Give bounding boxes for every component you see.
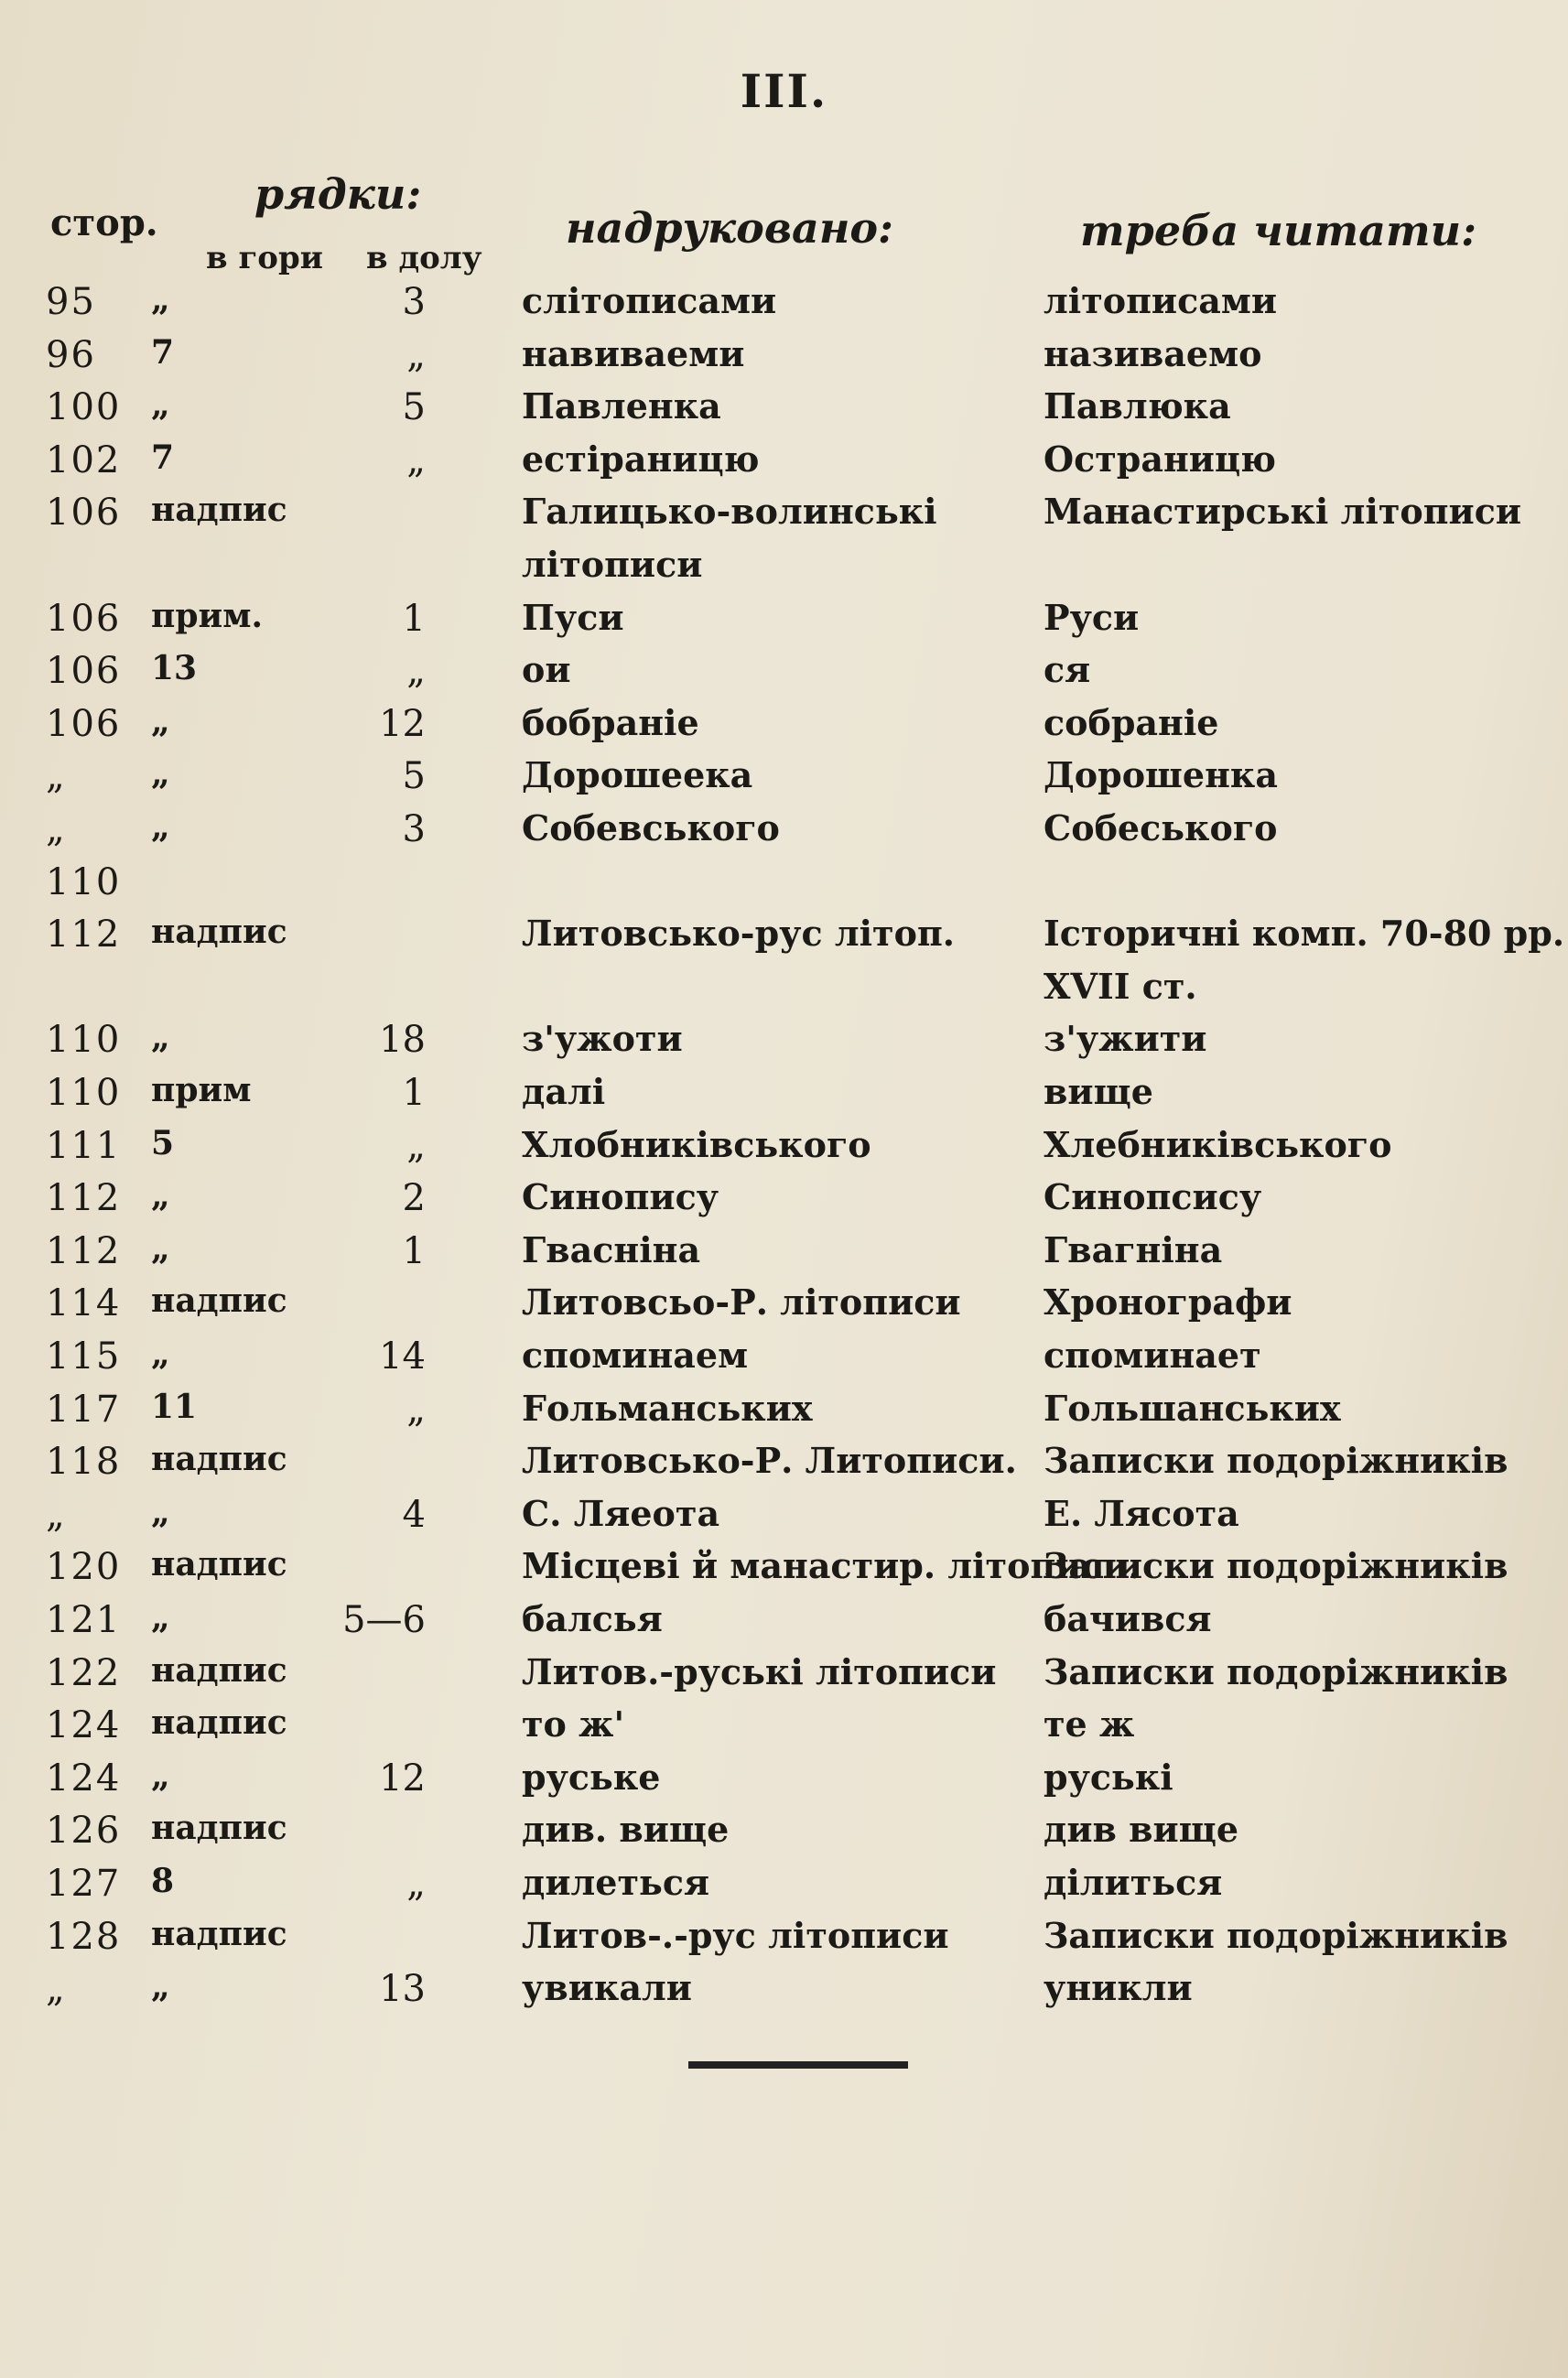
table-row xyxy=(0,1073,1568,1126)
top-line-cell: „ xyxy=(151,1492,170,1531)
page-cell: „ xyxy=(46,1493,67,1536)
correct-reading-cell: Записки подорiжників xyxy=(1044,1545,1509,1587)
top-line-cell: „ xyxy=(151,807,170,846)
page-cell: 102 xyxy=(46,438,122,481)
correct-reading-cell: Гвагніна xyxy=(1044,1228,1223,1270)
top-line-cell: „ xyxy=(151,280,170,319)
table-row xyxy=(0,1600,1568,1653)
table-row xyxy=(0,440,1568,493)
printed-cell: Литовсько-Р. Литописи. xyxy=(522,1440,1017,1482)
top-line-cell: надпис xyxy=(151,1281,287,1321)
bottom-line-cell: 1 xyxy=(402,1072,426,1114)
correct-reading-cell: уникли xyxy=(1044,1967,1193,2009)
printed-cell: увикали xyxy=(522,1967,692,2009)
bottom-line-cell: 4 xyxy=(402,1493,426,1536)
bottom-line-cell: 1 xyxy=(402,597,426,640)
page-cell: 121 xyxy=(46,1599,122,1641)
bottom-line-cell: „ xyxy=(406,650,426,693)
bottom-line-cell: 12 xyxy=(379,1756,426,1800)
top-line-cell: надпис xyxy=(151,1914,287,1953)
bottom-line-cell: 2 xyxy=(402,1177,426,1220)
bottom-line-cell: 5 xyxy=(402,386,426,429)
correct-reading-cell: XVII ст. xyxy=(1044,965,1197,1007)
bottom-line-cell: 5 xyxy=(402,755,426,798)
printed-cell: С. Ляеота xyxy=(522,1492,720,1534)
top-line-cell: 7 xyxy=(151,438,175,477)
correct-reading-cell: Руси xyxy=(1044,596,1140,638)
top-line-cell: надпис xyxy=(151,1545,287,1584)
printed-cell: дилеться xyxy=(522,1862,710,1903)
bottom-line-cell: 1 xyxy=(402,1229,426,1272)
page-cell: 112 xyxy=(46,1177,122,1220)
page-cell: 115 xyxy=(46,1335,122,1378)
bottom-line-cell: 5—6 xyxy=(342,1599,426,1641)
correct-reading-cell: Собеського xyxy=(1044,807,1278,849)
printed-cell: Галицько-волинські xyxy=(522,491,937,533)
printed-cell: з'ужоти xyxy=(522,1018,683,1060)
printed-cell: то ж' xyxy=(522,1703,625,1746)
printed-cell: Гваснінa xyxy=(522,1228,701,1270)
correct-reading-cell: літописами xyxy=(1044,280,1278,321)
table-row xyxy=(0,1228,1568,1284)
printed-cell: літописи xyxy=(522,544,703,585)
top-line-cell: надпис xyxy=(151,1809,287,1848)
table-row xyxy=(0,1811,1568,1864)
table-row xyxy=(0,387,1568,440)
printed-cell: Пуси xyxy=(522,596,624,638)
correct-reading-cell: Записки подорiжників xyxy=(1044,1914,1509,1956)
table-row xyxy=(0,596,1568,652)
read-column-label: треба читати: xyxy=(1080,206,1477,255)
top-line-cell: надпис xyxy=(151,491,287,530)
correct-reading-cell: ся xyxy=(1044,649,1091,691)
bottom-line-cell: „ xyxy=(406,1863,426,1905)
table-row xyxy=(0,914,1568,967)
page-cell: 118 xyxy=(46,1441,122,1484)
page-cell: 122 xyxy=(46,1651,122,1694)
top-line-cell: „ xyxy=(151,385,170,425)
table-row xyxy=(0,1914,1568,1970)
correct-reading-cell: Гольшанських xyxy=(1044,1387,1341,1429)
printed-cell: Павленка xyxy=(522,385,721,427)
top-line-cell: надпис xyxy=(151,913,287,952)
printed-cell: естіраницю xyxy=(522,438,760,480)
table-row xyxy=(0,1758,1568,1811)
printed-cell: Литов.-руськi літописи xyxy=(522,1650,997,1692)
correct-reading-cell: собраніе xyxy=(1044,701,1219,743)
bottom-line-cell: 14 xyxy=(379,1335,426,1378)
table-row xyxy=(0,1650,1568,1706)
table-row xyxy=(0,967,1568,1021)
page-cell: 126 xyxy=(46,1810,122,1853)
printed-cell: Литовсько-рус літоп. xyxy=(522,913,955,955)
bottom-line-cell: 18 xyxy=(379,1019,426,1062)
printed-cell: Хлобниківського xyxy=(522,1123,871,1165)
correct-reading-cell: Історичні комп. 70-80 рр. xyxy=(1044,913,1565,955)
page-cell: 106 xyxy=(46,702,122,745)
top-line-cell: прим. xyxy=(151,596,264,635)
table-row xyxy=(0,546,1568,599)
correct-reading-cell: з'ужити xyxy=(1044,1018,1207,1060)
bottom-line-cell: 3 xyxy=(402,281,426,323)
page-number: III. xyxy=(740,64,828,118)
table-row xyxy=(0,1178,1568,1231)
correct-reading-cell: вище xyxy=(1044,1071,1153,1112)
page-cell: „ xyxy=(46,1968,67,2011)
table-row xyxy=(0,1969,1568,2022)
printed-cell: далі xyxy=(522,1071,606,1112)
bottom-line-cell: „ xyxy=(406,1124,426,1167)
page-cell: 127 xyxy=(46,1863,122,1905)
top-line-cell: „ xyxy=(151,701,170,740)
top-line-cell: „ xyxy=(151,754,170,794)
page-cell: 128 xyxy=(46,1915,122,1958)
page-cell: „ xyxy=(46,808,67,850)
correct-reading-cell: те ж xyxy=(1044,1703,1135,1746)
correct-reading-cell: споминает xyxy=(1044,1335,1261,1376)
printed-cell: руськe xyxy=(522,1756,661,1798)
printed-cell: Дорошеека xyxy=(522,754,753,796)
page-cell: 110 xyxy=(46,860,122,903)
printed-cell: Литовсьо-Р. літописи xyxy=(522,1281,961,1324)
table-row xyxy=(0,1020,1568,1073)
top-line-cell: надпис xyxy=(151,1440,287,1479)
table-row xyxy=(0,756,1568,809)
top-column-label: в гори xyxy=(206,240,323,276)
page-cell: 110 xyxy=(46,1072,122,1114)
closing-rule xyxy=(688,2061,908,2069)
correct-reading-cell: Записки подорiжників xyxy=(1044,1650,1509,1692)
correct-reading-cell: Синопсису xyxy=(1044,1176,1262,1218)
bottom-line-cell: „ xyxy=(406,1388,426,1431)
correct-reading-cell: Хронографи xyxy=(1044,1281,1292,1324)
page-cell: 112 xyxy=(46,913,122,957)
printed-column-label: надруковано: xyxy=(566,203,894,253)
top-line-cell: „ xyxy=(151,1967,170,2006)
page-cell: 124 xyxy=(46,1756,122,1800)
correct-reading-cell: Записки подорiжників xyxy=(1044,1440,1509,1482)
correct-reading-cell: Е. Лясота xyxy=(1044,1492,1239,1534)
correct-reading-cell: Хлебниківського xyxy=(1044,1123,1392,1165)
page-cell: 110 xyxy=(46,1019,122,1062)
bottom-column-label: в долу xyxy=(366,240,482,276)
page-cell: 106 xyxy=(46,597,122,640)
page-cell: 112 xyxy=(46,1229,122,1272)
page-column-label: стор. xyxy=(50,201,158,244)
top-line-cell: „ xyxy=(151,1018,170,1057)
page-cell: 96 xyxy=(46,333,96,376)
top-line-cell: прим xyxy=(151,1071,252,1109)
top-line-cell: „ xyxy=(151,1176,170,1216)
table-row xyxy=(0,701,1568,757)
page-cell: 106 xyxy=(46,492,122,535)
top-line-cell: „ xyxy=(151,1756,170,1795)
correct-reading-cell: Павлюка xyxy=(1044,385,1231,427)
page-cell: 124 xyxy=(46,1704,122,1747)
printed-cell: ои xyxy=(522,649,571,691)
correct-reading-cell: Дорошенка xyxy=(1044,754,1278,796)
bottom-line-cell: 3 xyxy=(402,808,426,850)
bottom-line-cell: 12 xyxy=(379,702,426,745)
table-row xyxy=(0,1705,1568,1758)
correct-reading-cell: ділиться xyxy=(1044,1862,1223,1903)
page-cell: „ xyxy=(46,755,67,798)
printed-cell: Fольманських xyxy=(522,1387,813,1429)
top-line-cell: 7 xyxy=(151,332,175,372)
table-row xyxy=(0,1547,1568,1600)
bottom-line-cell: „ xyxy=(406,438,426,481)
table-row xyxy=(0,809,1568,862)
page-cell: 106 xyxy=(46,650,122,693)
page-cell: 114 xyxy=(46,1282,122,1325)
top-line-cell: 8 xyxy=(151,1862,175,1900)
table-row xyxy=(0,1442,1568,1495)
page-cell: 117 xyxy=(46,1388,122,1431)
table-row xyxy=(0,1123,1568,1179)
top-line-cell: 11 xyxy=(151,1387,198,1426)
printed-cell: балсья xyxy=(522,1598,663,1639)
top-line-cell: 5 xyxy=(151,1123,175,1162)
correct-reading-cell: Манастирські літописи xyxy=(1044,491,1522,533)
page-cell: 100 xyxy=(46,386,122,429)
table-row xyxy=(0,332,1568,388)
top-line-cell: „ xyxy=(151,1228,170,1268)
table-row xyxy=(0,1864,1568,1917)
table-row xyxy=(0,862,1568,915)
printed-cell: споминаем xyxy=(522,1335,749,1376)
top-line-cell: надпис xyxy=(151,1703,287,1743)
top-line-cell: „ xyxy=(151,1598,170,1637)
table-row xyxy=(0,1389,1568,1443)
bottom-line-cell: „ xyxy=(406,333,426,376)
table-row xyxy=(0,492,1568,546)
printed-cell: Собевського xyxy=(522,807,780,849)
top-line-cell: надпис xyxy=(151,1650,287,1690)
page-cell: 120 xyxy=(46,1546,122,1589)
top-line-cell: 13 xyxy=(151,649,198,688)
printed-cell: Синопису xyxy=(522,1176,719,1218)
table-row xyxy=(0,651,1568,704)
table-row xyxy=(0,282,1568,335)
table-row xyxy=(0,1336,1568,1389)
table-row xyxy=(0,1492,1568,1548)
printed-cell: слітописами xyxy=(522,280,777,321)
table-row xyxy=(0,1283,1568,1336)
correct-reading-cell: див вище xyxy=(1044,1809,1239,1851)
correct-reading-cell: руськi xyxy=(1044,1756,1173,1798)
printed-cell: див. вище xyxy=(522,1809,730,1851)
page-cell: 95 xyxy=(46,281,96,323)
printed-cell: бобраніе xyxy=(522,701,699,743)
page-cell: 111 xyxy=(46,1124,122,1167)
printed-cell: навиваеми xyxy=(522,332,745,374)
printed-cell: Місцеві й манастир. літописи. xyxy=(522,1545,1141,1587)
correct-reading-cell: Остраницю xyxy=(1044,438,1277,480)
correct-reading-cell: бачився xyxy=(1044,1598,1212,1639)
printed-cell: Литов-.-рус літописи xyxy=(522,1914,949,1956)
bottom-line-cell: 13 xyxy=(379,1968,426,2011)
rows-label: рядки: xyxy=(254,169,422,219)
correct-reading-cell: називаемо xyxy=(1044,332,1262,374)
top-line-cell: „ xyxy=(151,1335,170,1373)
